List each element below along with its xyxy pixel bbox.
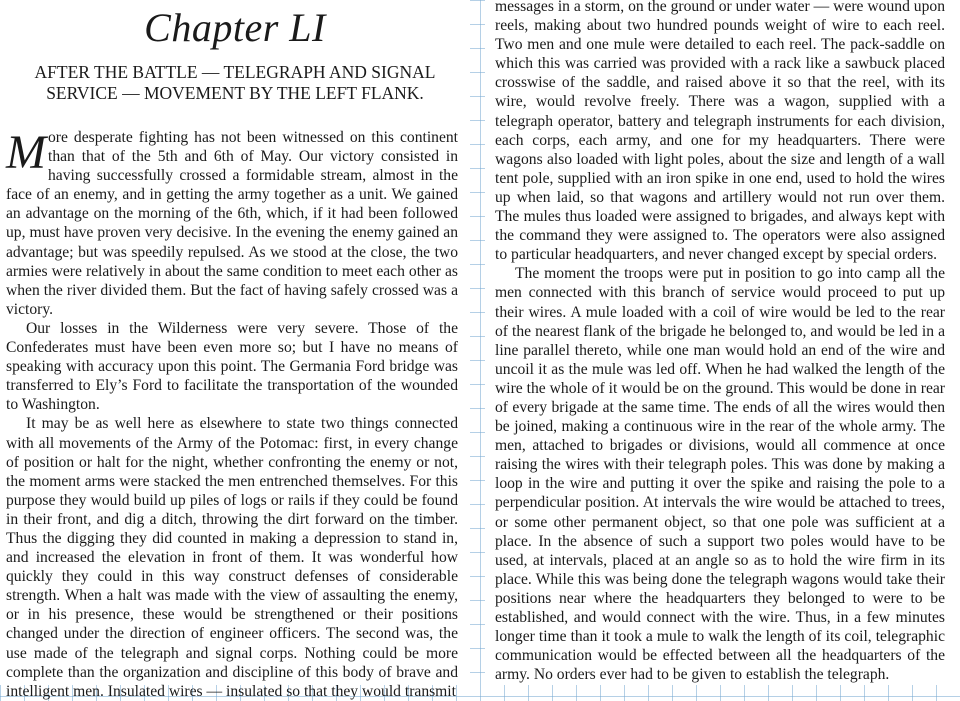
paragraph: messages in a storm, on the ground or under water — were wound upon reels, making about two hundred pounds weight of wire to each reel. Two men and one mule were detailed to each reel. The pack-saddle on which this was carried was provided with a rack like a sawbuck placed crosswise of the saddle, and raised above it so that the reel, with its wire, would revolve freely. There was a wagon, supplied with a telegraph operator, battery and telegraph instruments for each division, each corps, each army, and one for my headquarters. There were wagons also loaded with light poles, about the size and length of a wall tent pole, supplied with an iron spike in one end, used to hold the wires up when laid, so that wagons and artillery would not run over them. The mules thus loaded were assigned to brigades, and always kept with the command they were assigned to. The operators were also assigned to particular headquarters, and never changed except by special orders. <box>495 0 945 264</box>
paragraph-text: ore desperate fighting has not been witnessed on this continent than that of the 5th and 6th of May. Our victory consisted in having successfully crossed a formidable stream, almost in the face of an enemy, and in getting the army together as a unit. We gained an advantage on the morning of the 6th, which, if it had been followed up, must have proven very decisive. In the evening the enemy gained an advantage; but was speedily repulsed. As we stood at the close, the two armies were relatively in about the same condition to meet each other as when the river divided them. But the fact of having safely crossed was a victory. <box>6 129 458 318</box>
right-page <box>485 0 960 685</box>
right-text-column <box>495 0 945 684</box>
paragraph <box>6 128 458 319</box>
left-text-column <box>6 128 458 701</box>
chapter-subtitle-line-1: AFTER THE BATTLE — TELEGRAPH AND SIGNAL <box>34 62 436 82</box>
paragraph: Our losses in the Wilderness were very severe. Those of the Confederates must have been even more so; but I have no means of speaking with accuracy upon this point. The Germania Ford bridge was transferred to Ely’s Ford to facilitate the transportation of the wounded to Washington. <box>6 319 458 414</box>
page-gutter <box>470 0 485 685</box>
chapter-subtitle-line-2: SERVICE — MOVEMENT BY THE LEFT FLANK. <box>46 83 424 103</box>
left-page <box>0 0 470 700</box>
drop-cap: M <box>6 126 46 179</box>
paragraph: The moment the troops were put in position to go into camp all the men connected with this branch of service would proceed to put up their wires. A mule loaded with a coil of wire would be led to the rear of the nearest flank of the brigade he belonged to, and would be led in a line parallel thereto, while one man would hold an end of the wire and uncoil it as the mule was led off. When he had walked the length of the wire the whole of it would be on the ground. This would be done in rear of every brigade at the same time. The ends of all the wires would then be joined, making a continuous wire in the rear of the whole army. The men, attached to brigades or divisions, would all commence at once raising the wires with their telegraph poles. This was done by making a loop in the wire and putting it over the spike and raising the pole to a perpendicular position. At intervals the wire would be attached to trees, or some other permanent object, so that one pole was sufficient at a place. In the absence of such a support two poles would have to be used, at intervals, placed at an angle so as to hold the wire firm in its place. While this was being done the telegraph wagons would take their positions near where the headquarters they belonged to were to be established, and would connect with the wire. Thus, in a few minutes longer time than it took a mule to walk the length of its coil, telegraphic communication would be effected between all the headquarters of the army. No orders ever had to be given to establish the telegraph. <box>495 265 945 684</box>
paragraph: It may be as well here as elsewhere to state two things connected with all movements of the Army of the Potomac: first, in every change of position or halt for the night, whether confronting the enemy or not, the moment arms were stacked the men entrenched themselves. For this purpose they would build up piles of logs or rails if they could be found in their front, and dig a ditch, throwing the dirt forward on the timber. Thus the digging they did counted in making a depression to stand in, and increased the elevation in front of them. It was wonderful how quickly they could in this way construct defenses of considerable strength. When a halt was made with the view of assaulting the enemy, or in his presence, these would be strengthened or their positions changed under the direction of engineer officers. The second was, the use made of the telegraph and signal corps. Nothing could be more complete than the organization and discipline of this body of brave and intelligent men. Insulated wires — insulated so that they would transmit <box>6 415 458 700</box>
chapter-title: Chapter LI <box>144 5 326 50</box>
chapter-subtitle <box>0 62 470 104</box>
